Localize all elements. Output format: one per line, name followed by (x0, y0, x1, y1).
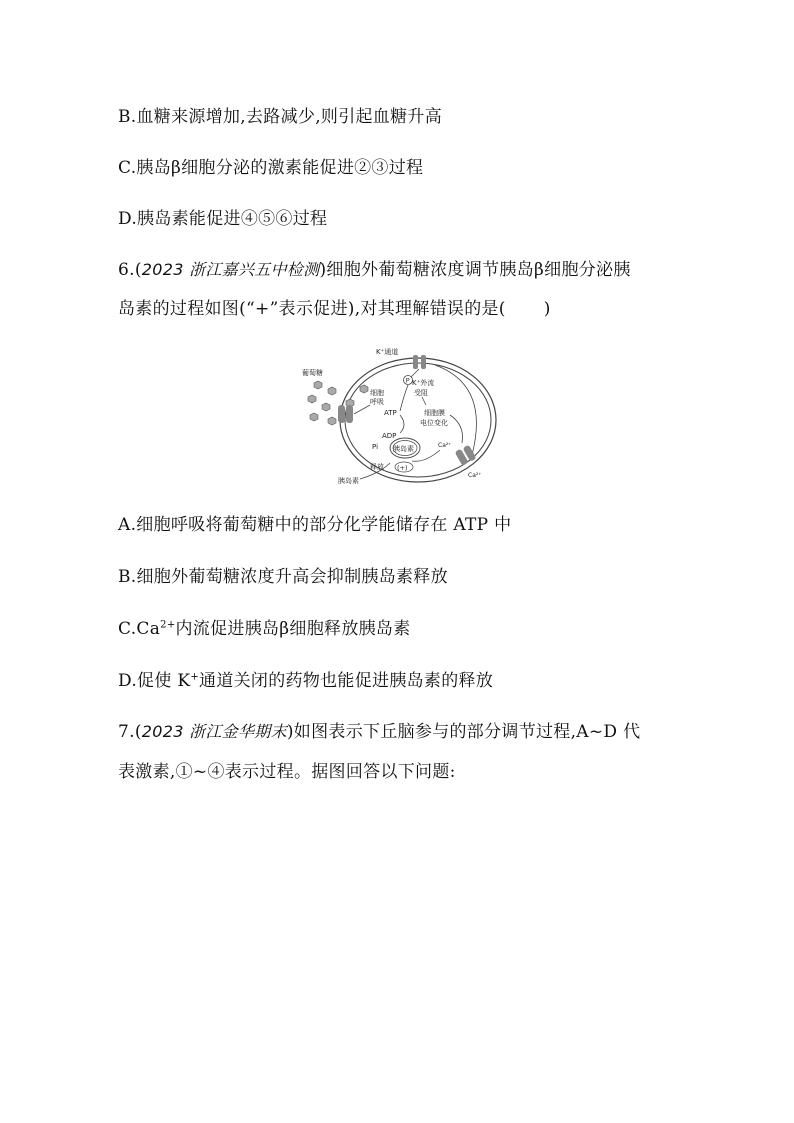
k-efflux-arrow (422, 397, 426, 405)
membrane-label-1: 细胞膜 (424, 409, 445, 417)
q6-option-c (118, 618, 411, 640)
q6-stem-text-2: 岛素的过程如图(“+”表示促进),对其理解错误的是( (118, 299, 506, 319)
release-label: 释放 (370, 463, 384, 471)
q6-option-c-text-1: C.Ca (118, 619, 161, 639)
k-channel-arrow (411, 369, 419, 377)
ca-inside-label: Ca²⁺ (438, 442, 452, 449)
q6-option-d (118, 670, 493, 692)
k-efflux-label-1: K⁺外流 (412, 379, 435, 387)
q7-source: 2023 浙江金华期末 (141, 722, 287, 741)
atp-adp-cycle (400, 415, 404, 433)
ca-outside-label: Ca²⁺ (468, 472, 482, 479)
atp-to-channel-arrow (400, 385, 408, 411)
k-channel-right (421, 355, 426, 369)
respiration-label-1: 细胞 (370, 389, 384, 397)
q6-source: 2023 浙江嘉兴五中检测 (141, 260, 320, 279)
q6-stem-line-1 (118, 259, 631, 281)
q5-option-b: B.血糖来源增加,去路减少,则引起血糖升高 (118, 107, 443, 127)
q5-option-d: D.胰岛素能促进④⑤⑥过程 (118, 209, 328, 229)
q6-option-c-superscript: 2+ (160, 619, 176, 631)
q5-option-c: C.胰岛β细胞分泌的激素能促进②③过程 (118, 158, 424, 178)
k-channel-label: K⁺通道 (376, 348, 399, 356)
insulin-secretion-diagram (300, 345, 500, 490)
phosphate-label: P (405, 376, 410, 385)
q6-option-d-text-1: D.促使 K (118, 671, 191, 691)
atp-label: ATP (384, 409, 397, 417)
q7-stem-line-2: 表激素,①~④表示过程。据图回答以下问题: (118, 762, 456, 782)
adp-label: ADP (382, 432, 397, 440)
q6-number: 6.( (118, 260, 142, 280)
release-plus-label: (+) (397, 464, 408, 472)
q6-stem-line-2 (118, 298, 551, 320)
q6-stem-text-1: )细胞外葡萄糖浓度调节胰岛β细胞分泌胰 (319, 260, 631, 280)
membrane-label-2: 电位变化 (420, 419, 448, 427)
respiration-label-2: 呼吸 (370, 398, 384, 406)
insulin-outside-label: 胰岛素 (338, 477, 359, 485)
potential-to-ca-arrow (450, 415, 463, 443)
q7-number: 7.( (118, 722, 142, 742)
glucose-entry-arrow (354, 405, 370, 414)
pi-label: Pi (372, 443, 379, 451)
cell-membrane-outer (340, 358, 496, 482)
insulin-vesicle-label: 胰岛素 (393, 445, 414, 453)
glucose-transporter-right (346, 405, 353, 423)
q6-option-a: A.细胞呼吸将葡萄糖中的部分化学能储存在 ATP 中 (118, 515, 512, 535)
q6-option-d-text-2: 通道关闭的药物也能促进胰岛素的释放 (199, 671, 494, 691)
q7-stem-text-1: )如图表示下丘脑参与的部分调节过程,A~D 代 (286, 722, 641, 742)
k-efflux-label-2: 受阻 (414, 389, 428, 397)
q7-stem-line-1 (118, 721, 640, 743)
k-channel-left (413, 355, 418, 369)
q6-stem-paren-close: ) (543, 299, 551, 319)
glucose-label: 葡萄糖 (302, 369, 323, 377)
glucose-transporter-left (338, 405, 345, 423)
q6-option-d-superscript: + (190, 671, 200, 683)
q6-option-c-text-2: 内流促进胰岛β细胞释放胰岛素 (175, 619, 411, 639)
q6-option-b: B.细胞外葡萄糖浓度升高会抑制胰岛素释放 (118, 567, 448, 587)
